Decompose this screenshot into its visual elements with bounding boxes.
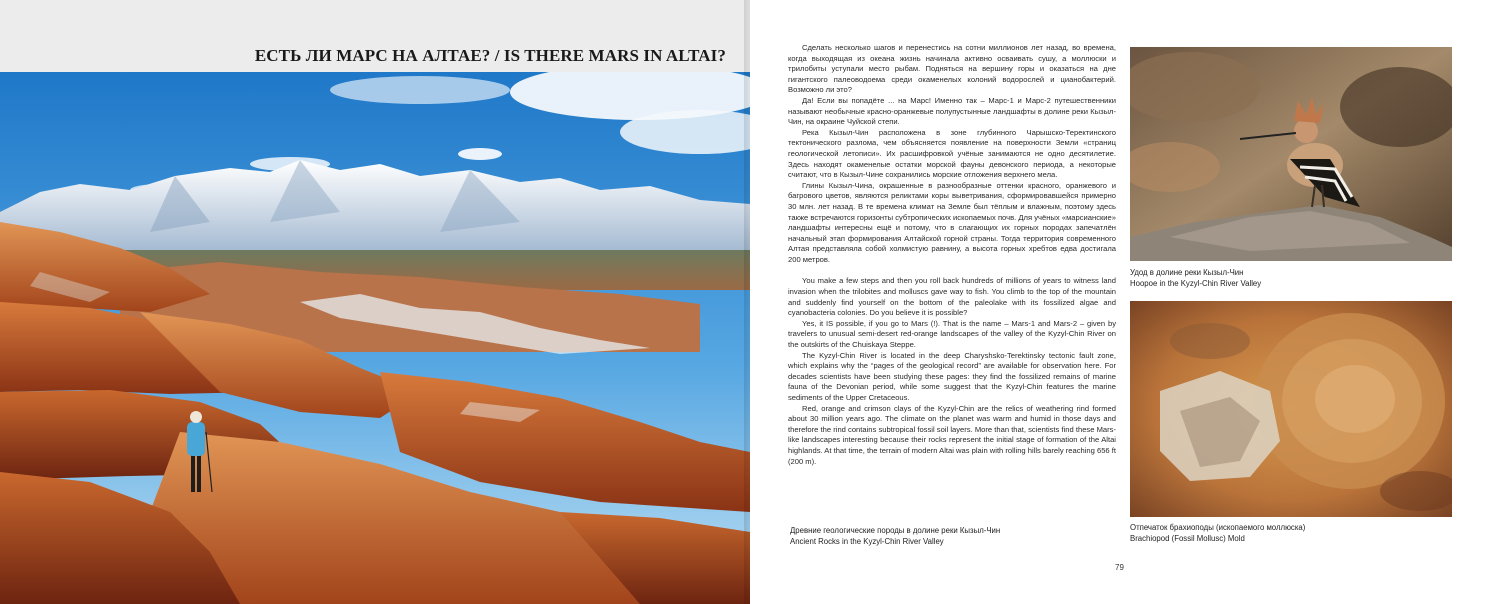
brachiopod-photo: [1130, 301, 1452, 517]
paragraph-ru-3: Река Кызыл-Чин расположена в зоне глубинного Чарышско-Теректинского тектонического разлома, чем объясняется появление на поверхности Земли «страниц геологической летописи». Их расшифровкой учёные занимаются не одно десятилетие. Здесь находят окаменелые остатки морской фауны девонского периода, а некоторые считают, что в Кызыл-Чине сохранились морские отложения верхнего мела.: [788, 127, 1116, 180]
hoopoe-photo: [1130, 47, 1452, 261]
article-text: [788, 43, 1116, 467]
brachiopod-caption-en: Brachiopod (Fossil Mollusc) Mold: [1130, 533, 1245, 543]
brachiopod-caption-ru: Отпечаток брахиоподы (ископаемого моллюска): [1130, 523, 1306, 532]
paragraph-ru-2: Да! Если вы попадёте ... на Марс! Именно так – Марс-1 и Марс-2 путешественники называют необычные красно-оранжевые полупустынные ландшафты в долине реки Кызыл-Чин, на окраине Чуйской степи.: [788, 95, 1116, 127]
landscape-caption: [790, 526, 1000, 547]
paragraph-en-3: The Kyzyl-Chin River is located in the deep Charyshsko-Terektinsky tectonic fault zone, which explains why the “pages of the geological record” are available for observation here. For decades scientists have been studying these pages: they find the fossilized remains of marine fauna of the Devonian period, while some suggest that the Kyzyl-Chin features the marine sediments of the Upper Cretaceous.: [788, 350, 1116, 402]
hoopoe-caption-ru: Удод в долине реки Кызыл-Чин: [1130, 268, 1244, 277]
right-page: [750, 0, 1500, 604]
landscape-caption-ru: Древние геологические породы в долине реки Кызыл-Чин: [790, 526, 1001, 535]
hoopoe-caption: [1130, 268, 1261, 289]
paragraph-ru-1: Сделать несколько шагов и перенестись на сотни миллионов лет назад, во времена, когда выходящая из океана жизнь начинала активно осваивать сушу, а моллюски и трилобиты уступали место рыбам. Подняться на вершину горы и оказаться на дне гигантского палеоводоема среди окаменелых колоний водорослей и цианобактерий. Возможно ли это?: [788, 43, 1116, 95]
paragraph-ru-4: Глины Кызыл-Чина, окрашенные в разнообразные оттенки красного, оранжевого и багрового цветов, являются реликтами коры выветривания, сформировавшейся примерно 30 млн. лет назад. В те времена климат на Земле был тёплым и влажным, поэтому здесь также встречаются горизонты субтропических ископаемых почв. Для учёных «марсианские» ландшафты интересны ещё и потому, что в слагающих их горных породах запечатлён начальный этап формирования Алтайской горной страны. Тогда территория современного Алтая представляла собой холмистую равнину, а высота горных хребтов едва достигала 200 метров.: [788, 180, 1116, 264]
landscape-caption-en: Ancient Rocks in the Kyzyl-Chin River Valley: [790, 536, 944, 546]
hoopoe-caption-en: Hoopoe in the Kyzyl-Chin River Valley: [1130, 278, 1262, 288]
chapter-title: ЕСТЬ ЛИ МАРС НА АЛТАЕ? / IS THERE MARS IN ALTAI?: [254, 46, 726, 65]
paragraph-en-4: Red, orange and crimson clays of the Kyzyl-Chin are the relics of weathering rind formed about 30 million years ago. The climate on the planet was warm and humid in those days and therefore the rind contains subtropical fossil soil layers. More than that, scientists find these Mars-like landscapes interesting because their rocks represent the initial stage of formation of the Altai highlands. At that time, the terrain of modern Altai was plain with rolling hills barely reaching 656 ft (200 m).: [788, 403, 1116, 466]
paragraph-en-1: You make a few steps and then you roll back hundreds of millions of years to witness land invasion when the trilobites and molluscs gave way to fish. You climb to the top of the mountain and suddenly find yourself on the bottom of the paleolake with its fossilized algae and cyanobacteria colonies. Do you believe it is possible?: [788, 276, 1116, 318]
brachiopod-caption: [1130, 523, 1305, 544]
paragraph-en-2: Yes, it IS possible, if you go to Mars (!). That is the name – Mars-1 and Mars-2 – given by travelers to unusual semi-desert red-orange landscapes of the valley of the Kyzyl-Chin River on the outskirts of the Chuiskaya Steppe.: [788, 318, 1116, 350]
landscape-photo: [0, 72, 750, 604]
page-number: 79: [1115, 563, 1124, 572]
